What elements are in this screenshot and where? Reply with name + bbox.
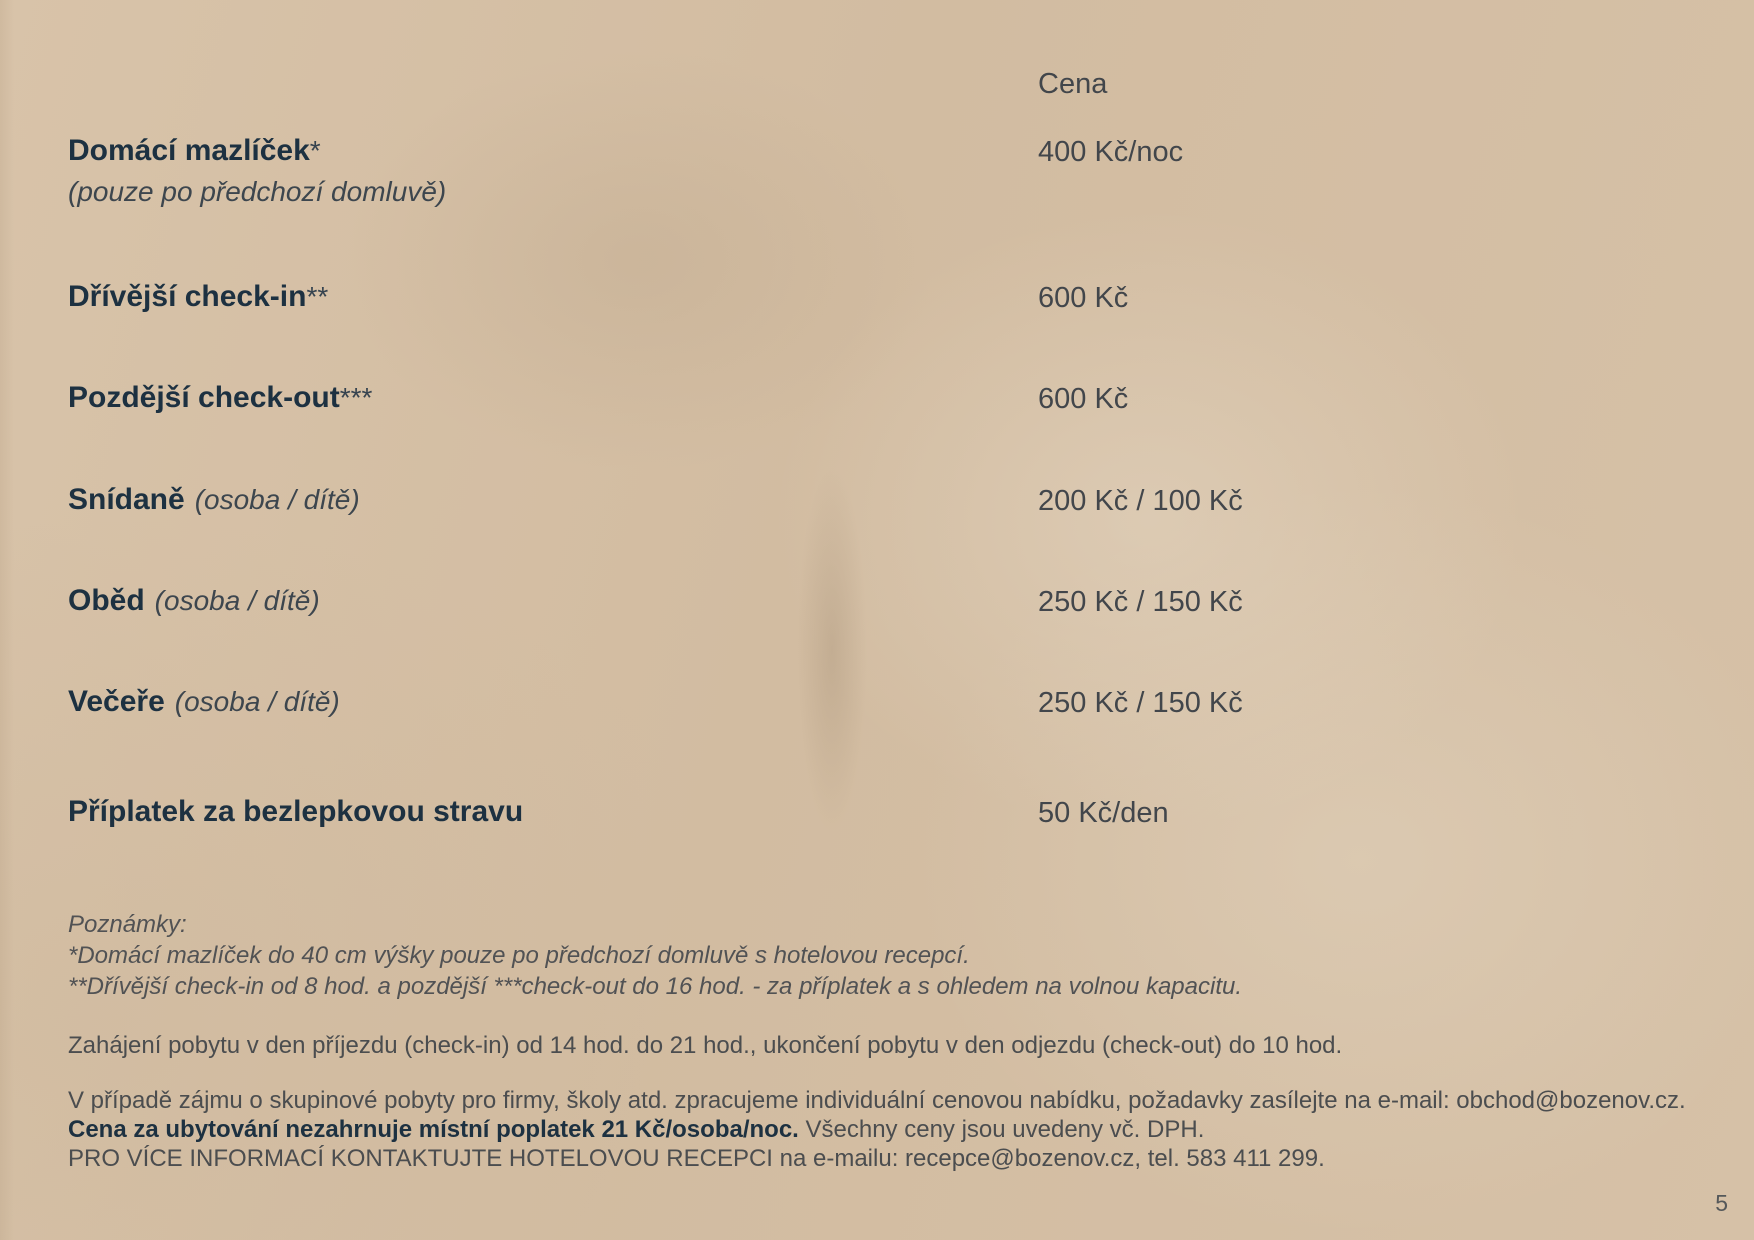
footnote-asterisks: ** <box>306 281 329 312</box>
service-label <box>68 280 328 314</box>
contact-line: PRO VÍCE INFORMACÍ KONTAKTUJTE HOTELOVOU RECEPCI na e-mailu: recepce@bozenov.cz, tel. 583 411 299. <box>68 1145 1325 1172</box>
service-name: Dřívější check-in <box>68 280 307 313</box>
service-price: 600 Kč <box>1038 282 1129 314</box>
local-fee-bold: Cena za ubytování nezahrnuje místní poplatek 21 Kč/osoba/noc. <box>68 1116 799 1143</box>
checkin-info-line: Zahájení pobytu v den příjezdu (check-in) od 14 hod. do 21 hod., ukončení pobytu v den odjezdu (check-out) do 10 hod. <box>68 1032 1343 1059</box>
service-price: 400 Kč/noc <box>1038 136 1184 168</box>
info-paragraph <box>68 1086 1686 1173</box>
footnote-asterisks: * <box>309 135 321 166</box>
service-label <box>68 584 320 618</box>
service-label <box>68 134 321 168</box>
service-sublabel: (pouze po předchozí domluvě) <box>68 176 447 207</box>
service-suffix: (osoba / dítě) <box>194 484 360 515</box>
service-name: Snídaně <box>68 483 185 516</box>
service-label <box>68 795 523 829</box>
page-number: 5 <box>1715 1190 1728 1216</box>
local-fee-line <box>68 1115 1686 1144</box>
footnote-line-2: **Dřívější check-in od 8 hod. a pozdější ***check-out do 16 hod. - za příplatek a s ohledem na volnou kapacitu. <box>68 973 1243 1000</box>
service-suffix: (osoba / dítě) <box>154 585 320 616</box>
vat-note: Všechny ceny jsou uvedeny vč. DPH. <box>798 1116 1205 1143</box>
price-column-header: Cena <box>1038 68 1108 100</box>
service-label <box>68 381 372 415</box>
service-suffix: (osoba / dítě) <box>174 686 340 717</box>
service-label <box>68 483 360 517</box>
service-price: 250 Kč / 150 Kč <box>1038 586 1243 618</box>
service-price: 250 Kč / 150 Kč <box>1038 687 1243 719</box>
service-label <box>68 685 340 719</box>
group-booking-line: V případě zájmu o skupinové pobyty pro firmy, školy atd. zpracujeme individuální cenovou nabídku, požadavky zasílejte na e-mail: obchod@bozenov.cz. <box>68 1087 1686 1114</box>
footnotes-heading: Poznámky: <box>68 911 187 938</box>
service-name: Večeře <box>68 685 165 718</box>
footnote-asterisks: *** <box>339 382 373 413</box>
footnote-line-1: *Domácí mazlíček do 40 cm výšky pouze po předchozí domluvě s hotelovou recepcí. <box>68 942 970 969</box>
service-name: Domácí mazlíček <box>68 134 310 167</box>
service-price: 200 Kč / 100 Kč <box>1038 485 1243 517</box>
service-price: 600 Kč <box>1038 383 1129 415</box>
service-price: 50 Kč/den <box>1038 797 1169 829</box>
service-name: Oběd <box>68 584 145 617</box>
service-name: Příplatek za bezlepkovou stravu <box>68 795 524 828</box>
service-name: Pozdější check-out <box>68 381 340 414</box>
footnotes-block <box>68 909 1242 1002</box>
